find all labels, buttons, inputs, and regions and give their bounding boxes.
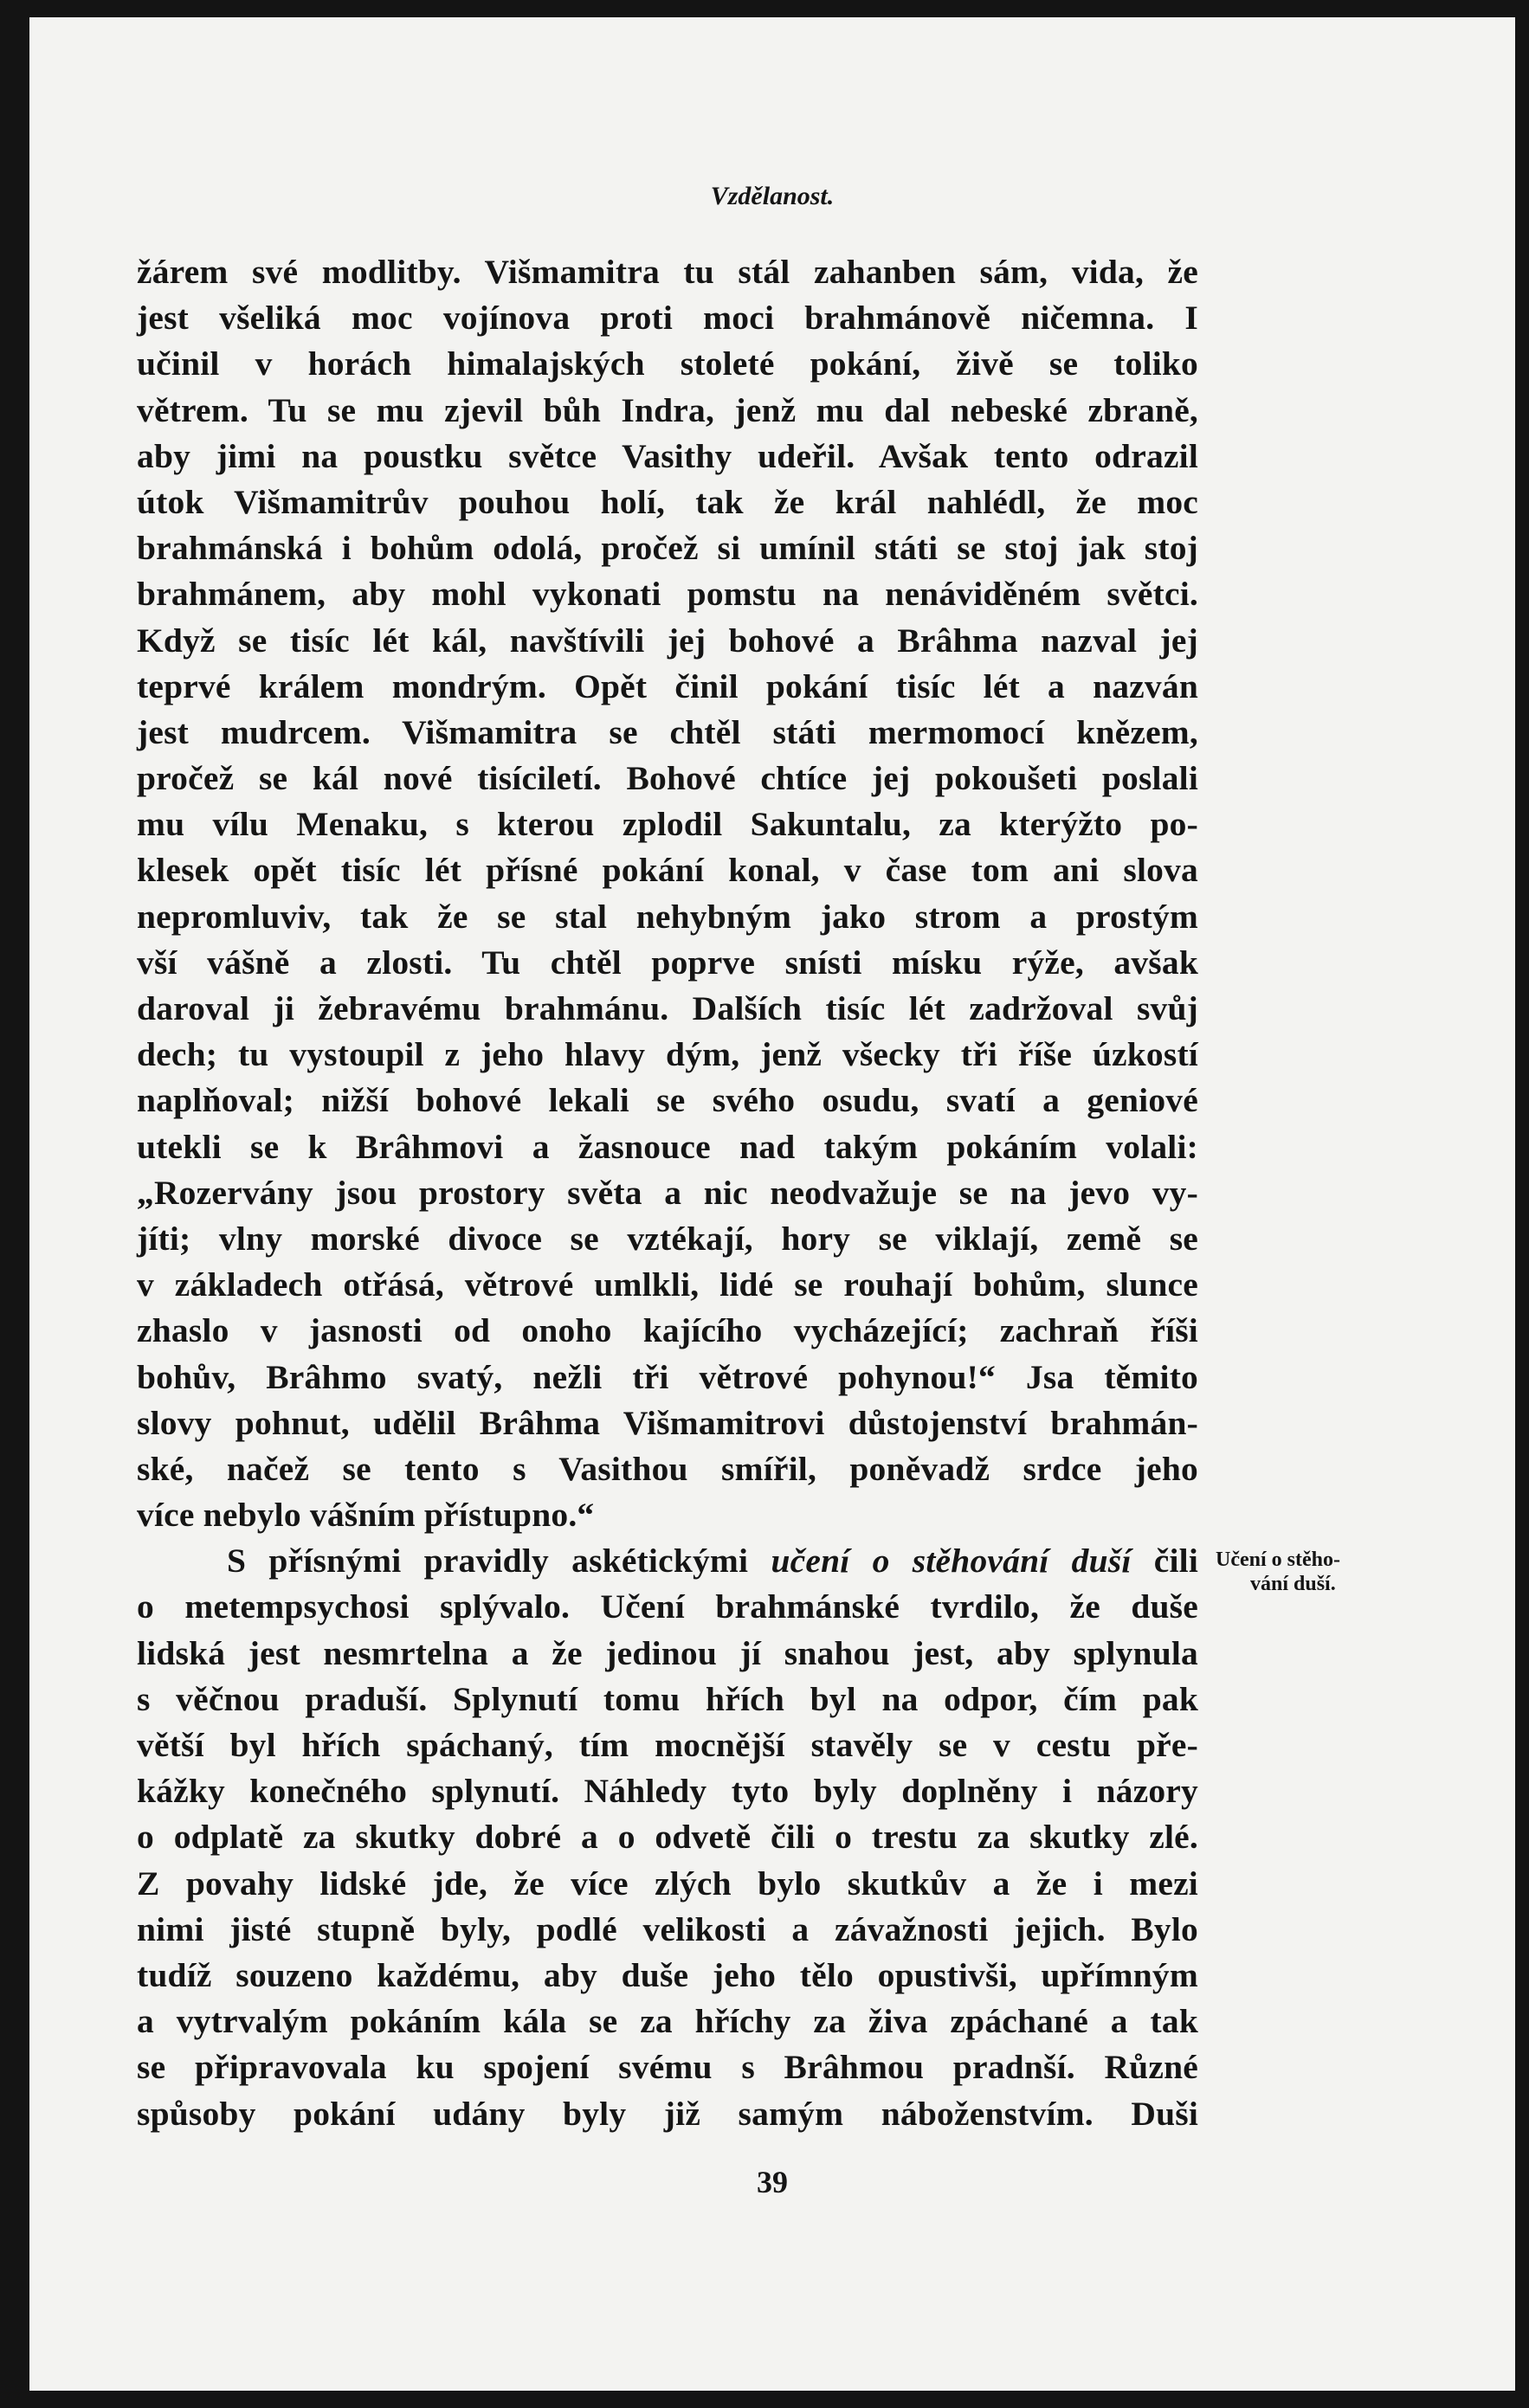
italic-term: učení o stěhování duší xyxy=(771,1542,1132,1581)
text-line: slovy pohnut, udělil Brâhma Višmamitrovi důstojenství brahmán- xyxy=(137,1403,1198,1442)
margin-note-line: vání duší. xyxy=(1250,1573,1336,1595)
text-line: vší vášně a zlosti. Tu chtěl poprve snísti mísku rýže, avšak xyxy=(137,943,1198,982)
text-line: dech; tu vystoupil z jeho hlavy dým, jenž všecky tři říše úzkostí xyxy=(137,1035,1198,1074)
text-line: spůsoby pokání udány byly již samým náboženstvím. Duši xyxy=(137,2094,1198,2133)
text-run: čili xyxy=(1131,1542,1198,1581)
text-line: se připravovala ku spojení svému s Brâhmou pradnší. Různé xyxy=(137,2048,1198,2087)
text-line: jest mudrcem. Višmamitra se chtěl státi mermomocí knězem, xyxy=(137,712,1198,751)
text-line: Když se tisíc lét kál, navštívili jej bohové a Brâhma nazval jej xyxy=(137,621,1198,660)
text-line: útok Višmamitrův pouhou holí, tak že král nahlédl, že moc xyxy=(137,482,1198,521)
page-number: 39 xyxy=(757,2165,788,2199)
text-line: žárem své modlitby. Višmamitra tu stál zahanben sám, vida, že xyxy=(137,253,1198,291)
text-line: a vytrvalým pokáním kála se za hříchy za živa zpáchané a tak xyxy=(137,2002,1198,2041)
margin-note-line: Učení o stěho- xyxy=(1216,1548,1340,1571)
text-line: nimi jisté stupně byly, podlé velikosti a závažnosti jejich. Bylo xyxy=(137,1909,1198,1948)
text-line: „Rozervány jsou prostory světa a nic neodvažuje se na jevo vy- xyxy=(137,1173,1198,1212)
text-line: zhaslo v jasnosti od onoho kajícího vycházející; zachraň říši xyxy=(137,1311,1198,1350)
text-line: aby jimi na poustku světce Vasithy udeřil. Avšak tento odrazil xyxy=(137,436,1198,475)
text-line: ské, načež se tento s Vasithou smířil, poněvadž srdce jeho xyxy=(137,1449,1198,1488)
text-line: pročež se kál nové tisíciletí. Bohové chtíce jej pokoušeti poslali xyxy=(137,759,1198,798)
text-line: učinil v horách himalajských stoleté pokání, živě se toliko xyxy=(137,344,1198,383)
text-line: brahmánská i bohům odolá, pročež si umínil státi se stoj jak stoj xyxy=(137,529,1198,568)
text-line: daroval ji žebravému brahmánu. Dalších tisíc lét zadržoval svůj xyxy=(137,989,1198,1027)
running-head: Vzdělanost. xyxy=(710,182,835,210)
text-line: klesek opět tisíc lét přísné pokání konal, v čase tom ani slova xyxy=(137,851,1198,890)
body-text xyxy=(137,249,1198,2137)
text-line: lidská jest nesmrtelna a že jedinou jí snahou jest, aby splynula xyxy=(137,1633,1198,1672)
text-line: o metempsychosi splývalo. Učení brahmánské tvrdilo, že duše xyxy=(137,1587,1198,1626)
text-line: v základech otřásá, větrové umlkli, lidé se rouhají bohům, slunce xyxy=(137,1265,1198,1304)
text-line: mu vílu Menaku, s kterou zplodil Sakuntalu, za kterýžto po- xyxy=(137,805,1198,844)
text-line: brahmánem, aby mohl vykonati pomstu na nenáviděném světci. xyxy=(137,575,1198,614)
text-line: jest všeliká moc vojínova proti moci brahmánově ničemna. I xyxy=(137,299,1198,338)
paragraph-start-line xyxy=(137,1538,1198,1584)
text-line: větrem. Tu se mu zjevil bůh Indra, jenž mu dal nebeské zbraně, xyxy=(137,390,1198,429)
text-line: o odplatě za skutky dobré a o odvetě čili o trestu za skutky zlé. xyxy=(137,1818,1198,1857)
text-line: s věčnou praduší. Splynutí tomu hřích byl na odpor, čím pak xyxy=(137,1679,1198,1718)
text-line: teprvé králem mondrým. Opět činil pokání tisíc lét a nazván xyxy=(137,666,1198,705)
text-line: nepromluviv, tak že se stal nehybným jako strom a prostým xyxy=(137,897,1198,936)
margin-note xyxy=(1216,1548,1397,1596)
text-line: tudíž souzeno každému, aby duše jeho tělo opustivši, upřímným xyxy=(137,1955,1198,1994)
text-line: větší byl hřích spáchaný, tím mocnější stavěly se v cestu pře- xyxy=(137,1726,1198,1764)
book-page xyxy=(29,17,1515,2391)
text-line: utekli se k Brâhmovi a žasnouce nad takým pokáním volali: xyxy=(137,1127,1198,1166)
text-line: více nebylo vášním přístupno.“ xyxy=(137,1496,595,1535)
text-line: Z povahy lidské jde, že více zlých bylo skutkův a že i mezi xyxy=(137,1864,1198,1903)
text-line: naplňoval; nižší bohové lekali se svého osudu, svatí a geniové xyxy=(137,1081,1198,1120)
text-run: S přísnými pravidly askétickými xyxy=(227,1542,771,1581)
text-line: jíti; vlny morské divoce se vztékají, hory se viklají, země se xyxy=(137,1219,1198,1258)
text-line: kážky konečného splynutí. Náhledy tyto byly doplněny i názory xyxy=(137,1772,1198,1811)
text-line: bohův, Brâhmo svatý, nežli tři větrové pohynou!“ Jsa těmito xyxy=(137,1357,1198,1396)
